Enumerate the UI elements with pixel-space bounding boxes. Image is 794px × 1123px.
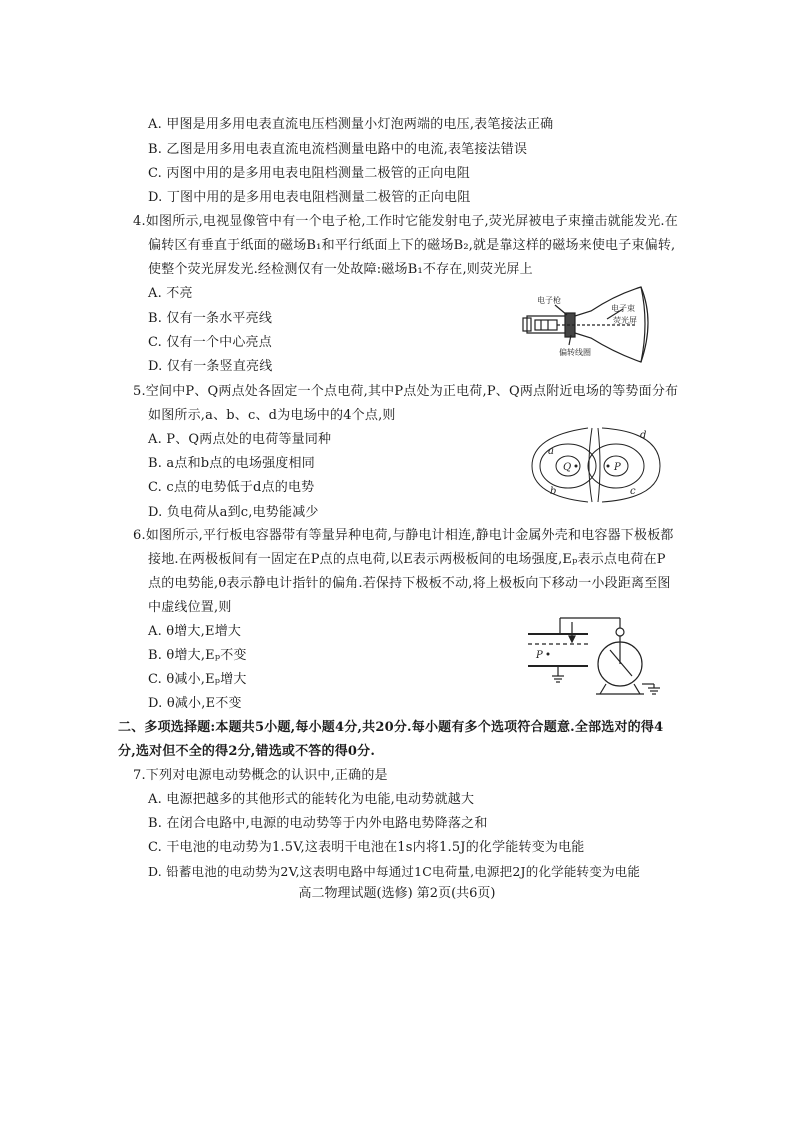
q3-option-d: D. 丁图中用的是多用电表电阻档测量二极管的正向电阻: [148, 190, 471, 205]
q5-option-b: B. a点和b点的电场强度相同: [148, 456, 315, 471]
label-point-d: d: [640, 430, 647, 441]
q4-option-c: C. 仅有一个中心亮点: [148, 335, 272, 350]
q5-stem-line2: 如图所示,a、b、c、d为电场中的4个点,则: [148, 408, 396, 423]
label-fluorescent-screen: 荧光屏: [613, 316, 637, 325]
q7-option-a: A. 电源把越多的其他形式的能转化为电能,电动势就越大: [148, 792, 475, 807]
q4-stem-line3: 使整个荧光屏发光.经检测仅有一处故障:磁场B₁不存在,则荧光屏上: [148, 262, 533, 277]
q7-option-d: D. 铅蓄电池的电动势为2V,这表明电路中每通过1C电荷量,电源把2J的化学能转变为电能: [148, 864, 641, 879]
label-charge-p: P: [614, 462, 621, 473]
q6-stem-line2: 接地.在两极板间有一固定在P点的点电荷,以E表示两极板间的电场强度,Eₚ表示点电荷在P: [148, 552, 666, 567]
q6-option-c: C. θ减小,Eₚ增大: [148, 672, 247, 687]
label-electron-beam: 电子束: [611, 304, 635, 313]
label-charge-q: Q: [563, 462, 572, 473]
q3-option-c: C. 丙图中用的是多用电表电阻档测量二极管的正向电阻: [148, 166, 470, 181]
section-2-header-line2: 分,选对但不全的得2分,错选或不答的得0分.: [118, 744, 376, 759]
q4-option-b: B. 仅有一条水平亮线: [148, 311, 273, 326]
q4-stem-line2: 偏转区有垂直于纸面的磁场B₁和平行纸面上下的磁场B₂,就是靠这样的磁场来使电子束偏转,: [148, 238, 676, 253]
q6-stem-line4: 中虚线位置,则: [148, 600, 232, 615]
label-point-a: a: [548, 446, 554, 457]
q4-stem-line1: 4.如图所示,电视显像管中有一个电子枪,工作时它能发射电子,荧光屏被电子束撞击就能发光.在: [133, 214, 678, 229]
page-footer: 高二物理试题(选修) 第2页(共6页): [298, 886, 496, 901]
q7-option-c: C. 干电池的电动势为1.5V,这表明干电池在1s内将1.5J的化学能转变为电能: [148, 840, 585, 855]
label-point-c: c: [630, 486, 636, 497]
q6-option-b: B. θ增大,Eₚ不变: [148, 648, 247, 663]
q3-option-b: B. 乙图是用多用电表直流电流档测量电路中的电流,表笔接法错误: [148, 142, 528, 157]
q7-option-b: B. 在闭合电路中,电源的电动势等于内外电路电势降落之和: [148, 816, 488, 831]
label-electron-gun: 电子枪: [537, 296, 561, 305]
label-point-b: b: [550, 486, 557, 497]
label-deflection-coil: 偏转线圈: [559, 348, 591, 357]
section-2-header-line1: 二、多项选择题:本题共5小题,每小题4分,共20分.每小题有多个选项符合题意.全部选对的得4: [118, 720, 664, 735]
q5-option-c: C. c点的电势低于d点的电势: [148, 480, 315, 495]
crt-tube-figure: [515, 283, 665, 367]
q6-stem-line1: 6.如图所示,平行板电容器带有等量异种电荷,与静电计相连,静电计金属外壳和电容器下极板都: [133, 528, 674, 543]
q5-option-a: A. P、Q两点处的电荷等量同种: [148, 432, 332, 447]
q5-option-d: D. 负电荷从a到c,电势能减少: [148, 505, 319, 520]
q3-option-a: A. 甲图是用多用电表直流电压档测量小灯泡两端的电压,表笔接法正确: [148, 117, 554, 132]
q6-stem-line3: 点的电势能,θ表示静电计指针的偏角.若保持下极板不动,将上极板向下移动一小段距离至图: [148, 576, 671, 591]
capacitor-electrometer-figure: [520, 612, 665, 698]
q6-option-d: D. θ减小,E不变: [148, 696, 242, 711]
q4-option-a: A. 不亮: [148, 286, 193, 301]
q7-stem: 7.下列对电源电动势概念的认识中,正确的是: [133, 768, 388, 783]
q5-stem-line1: 5.空间中P、Q两点处各固定一个点电荷,其中P点处为正电荷,P、Q两点附近电场的等势面分布: [133, 384, 679, 399]
label-point-p: P: [536, 650, 543, 661]
q6-option-a: A. θ增大,E增大: [148, 624, 242, 639]
q4-option-d: D. 仅有一条竖直亮线: [148, 359, 273, 374]
equipotential-figure: [528, 426, 663, 504]
